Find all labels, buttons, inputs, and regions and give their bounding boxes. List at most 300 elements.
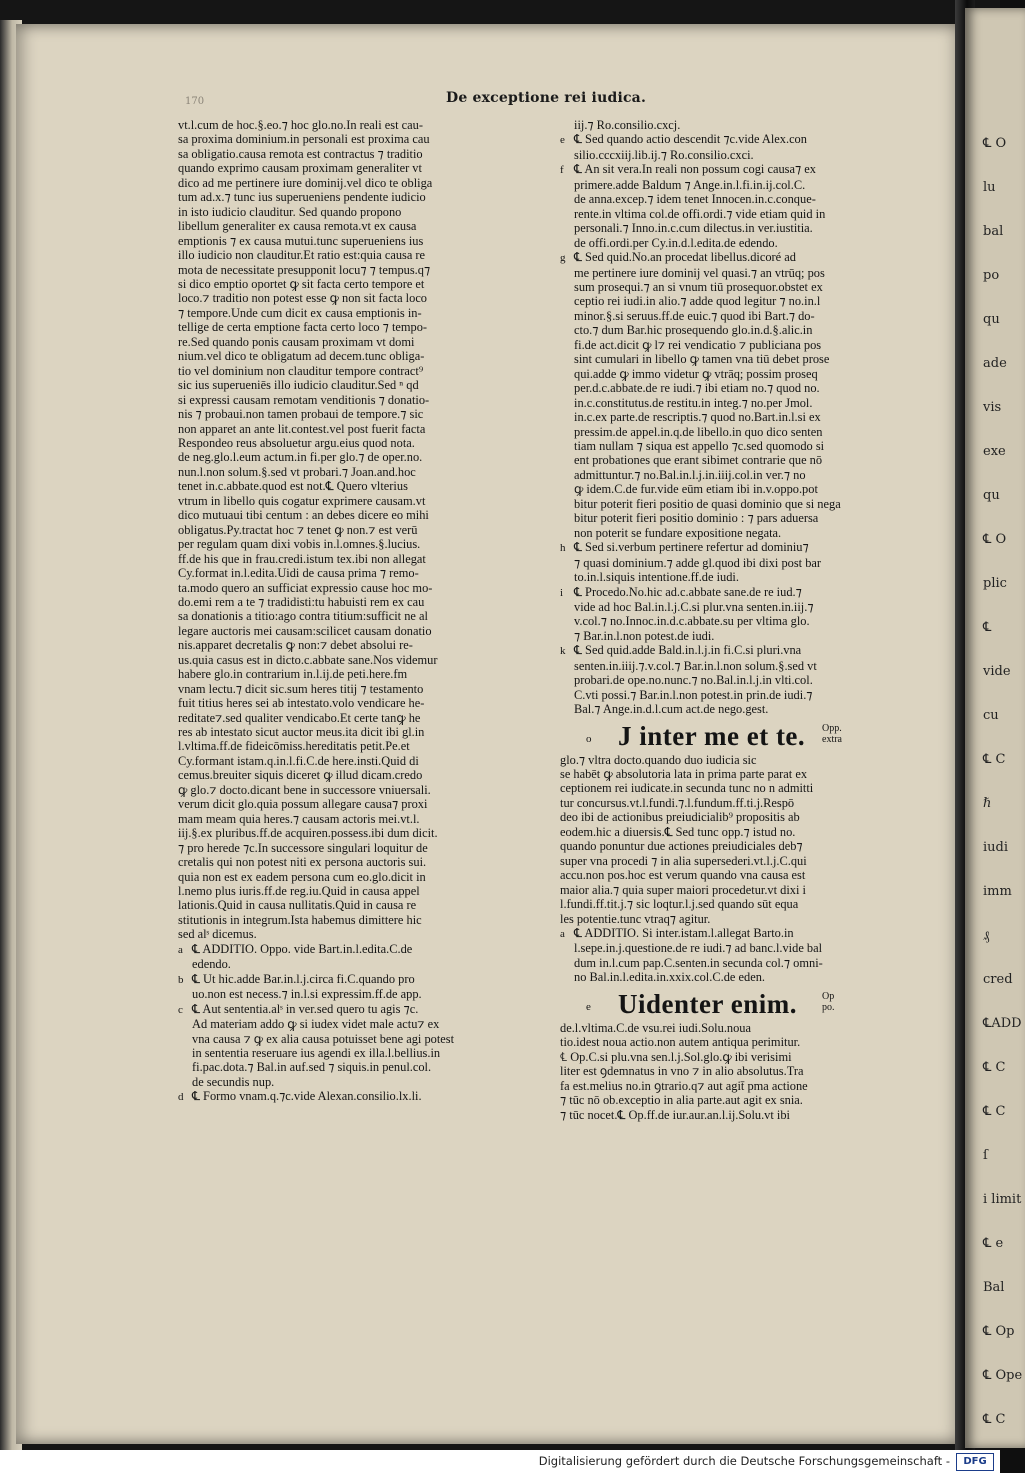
- text-line: [178, 320, 498, 334]
- footnote-line: [178, 1002, 498, 1017]
- footnote-line: [560, 468, 880, 482]
- text-line: [178, 291, 498, 305]
- footnote-line: [560, 352, 880, 366]
- text-line: [178, 277, 498, 291]
- text-line: [178, 465, 498, 479]
- next-page-fragment: ℄ O: [983, 532, 1007, 547]
- text-line: [178, 581, 498, 595]
- text-line: [178, 797, 498, 811]
- note-marker: f: [560, 164, 564, 177]
- line-text: cto.⁊ dum Bar.hic prosequendo glo.in.d.§.alic.in: [574, 323, 813, 338]
- line-text: ℄ Op.C.si plu.vna sen.l.j.Sol.glo.ꝙ ibi verisimi: [560, 1049, 792, 1064]
- line-text: l.vltima.ff.de fideicōmiss.hereditatis petit.Pe.et: [178, 739, 410, 754]
- text-line: [178, 913, 498, 927]
- next-page-fragment: lu: [983, 180, 996, 195]
- text-line: [178, 422, 498, 436]
- text-line: [178, 523, 498, 537]
- footnote-line: [560, 294, 880, 308]
- line-text: sic ius superueniēs illo iudicio clauditur.Sed ⁿ qd: [178, 378, 419, 393]
- text-line: [560, 868, 880, 882]
- text-line: [178, 855, 498, 869]
- next-page-fragment: ℄ e: [983, 1236, 1004, 1251]
- text-line: [178, 190, 498, 204]
- line-text: Respondeo reus absoluetur argu.eius quod nota.: [178, 435, 415, 450]
- line-text: ⁊ quasi dominium.⁊ adde gl.quod ibi dixi post bar: [574, 555, 822, 570]
- text-line: [178, 118, 498, 132]
- line-text: re.Sed quando ponis causam proximam vt domi: [178, 334, 415, 349]
- line-text: ℄ An sit vera.In reali non possum cogi causa⁊ ex: [574, 162, 816, 177]
- note-marker: d: [178, 1091, 184, 1104]
- text-line: [178, 696, 498, 710]
- line-text: nium.vel dico te obligatum ad decem.tunc obliga-: [178, 349, 425, 364]
- footnote-line: [560, 497, 880, 511]
- text-line: [178, 898, 498, 912]
- line-text: super vna procedi ⁊ in alia supersederi.vt.l.j.C.qui: [560, 853, 807, 868]
- line-text: ℄ Procedo.No.hic ad.c.abbate sane.de re iud.⁊: [574, 584, 802, 599]
- next-page-fragment: Bal: [983, 1280, 1005, 1295]
- line-text: sed alˢ dicemus.: [178, 927, 257, 942]
- footnote-line: [178, 1060, 498, 1074]
- line-text: de neg.glo.l.eum actum.in fi.per glo.⁊ de oper.no.: [178, 450, 423, 465]
- line-text: tio.idest noua actio.non autem antiqua perimitur.: [560, 1035, 801, 1050]
- line-text: in isto iudicio clauditur. Sed quando propono: [178, 204, 402, 219]
- footnote-line: [178, 1089, 498, 1104]
- text-line: [178, 783, 498, 797]
- line-text: Cy.format in.l.edita.Uidi de causa prima ⁊ remo-: [178, 566, 419, 581]
- line-text: stitutionis in integrum.Ista habemus dimittere hic: [178, 912, 422, 927]
- footnote-line: [560, 236, 880, 250]
- footnote-line: [560, 540, 880, 555]
- line-text: nun.l.non solum.§.sed vt probari.⁊ Joan.and.hoc: [178, 464, 416, 479]
- footnote-line: [560, 381, 880, 395]
- text-line: [178, 711, 498, 725]
- line-text: emptionis ⁊ ex causa mutui.tunc superueniens ius: [178, 233, 424, 248]
- side-note-word: Op: [822, 990, 835, 1002]
- line-text: fi.de act.dicit ꝙ l⁊ rei vendicatio ⁊ publiciana pos: [574, 337, 822, 352]
- note-marker: a: [178, 943, 183, 956]
- text-line: [560, 825, 880, 839]
- line-text: bitur poterit fieri positio dominio : ⁊ pars aduersa: [574, 511, 819, 526]
- text-line: [560, 810, 880, 824]
- line-text: Cy.formant istam.q.in.l.fi.C.de here.insti.Quid di: [178, 753, 419, 768]
- line-text: cretalis qui non potest niti ex persona auctoris sui.: [178, 855, 427, 870]
- note-marker: a: [560, 928, 565, 941]
- text-line: [178, 768, 498, 782]
- next-page-fragment: ℄ O: [983, 136, 1007, 151]
- footnote-line: [560, 118, 880, 132]
- line-text: habere glo.in contrarium in.l.ij.de peti.here.fm: [178, 667, 408, 682]
- line-text: in sententia reseruare ius agendi ex illa.l.bellius.in: [192, 1046, 441, 1060]
- footnote-line: [560, 659, 880, 673]
- next-page-fragment: iudi: [983, 840, 1009, 855]
- line-text: tiam nullam ⁊ siqua est appello ⁊c.sed quomodo si: [574, 438, 825, 453]
- line-text: uo.non est necess.⁊ in.l.si expressim.ff.de app.: [192, 987, 422, 1002]
- line-text: obligatus.Py.tractat hoc ⁊ tenet ꝙ non.⁊ est verū: [178, 522, 418, 537]
- text-line: [178, 566, 498, 580]
- text-line: [560, 854, 880, 868]
- text-line: [178, 234, 498, 248]
- text-line: [178, 841, 498, 855]
- line-text: tellige de certa emptione facta certo loco ⁊ tempo-: [178, 320, 428, 335]
- text-line: [178, 176, 498, 190]
- line-text: sint cumulari in libello ꝙ tamen vna tiū debet prose: [574, 352, 830, 367]
- footnote-line: [560, 511, 880, 525]
- side-note-word: extra: [822, 733, 842, 745]
- line-text: ꝙ glo.⁊ docto.dicant bene in successore vniuersali.: [178, 782, 431, 797]
- text-line: [178, 653, 498, 667]
- line-text: Bal.⁊ Ange.in.d.l.cum act.de nego.gest.: [574, 702, 769, 717]
- text-line: [178, 739, 498, 753]
- footnote-line: [560, 396, 880, 410]
- line-text: de.l.vltima.C.de vsu.rei iudi.Solu.noua: [560, 1020, 752, 1035]
- line-text: per.d.c.abbate.de re iudi.⁊ ibi etiam no.⁊ quod no.: [574, 381, 820, 396]
- next-page-fragment: ade: [983, 356, 1007, 371]
- line-text: tur concursus.vt.l.fundi.⁊.l.fundum.ff.ti.j.Respō: [560, 795, 795, 810]
- footnote-line: [560, 956, 880, 970]
- footnote-line: [560, 482, 880, 496]
- line-text: ℄ Sed si.verbum pertinere refertur ad dominiu⁊: [574, 540, 809, 555]
- line-text: nis ⁊ probaui.non tamen probaui de tempore.⁊ sic: [178, 407, 424, 422]
- line-text: tio vel dominium non clauditur tempore contract⁹: [178, 363, 424, 378]
- line-text: Ad materiam addo ꝙ si iudex videt male actu⁊ ex: [192, 1017, 440, 1032]
- text-line: [560, 1035, 880, 1049]
- next-page-fragment: i limit: [983, 1192, 1022, 1207]
- next-page-fragment: ℄ C: [983, 1060, 1006, 1075]
- text-line: [178, 927, 498, 941]
- footnote-line: [560, 280, 880, 294]
- line-text: ceptio rei iudi.in alio.⁊ adde quod legitur ⁊ no.in.l: [574, 294, 821, 309]
- running-head: De exceptione rei iudica.: [446, 90, 647, 106]
- next-page-fragment: ℄ Op: [983, 1324, 1015, 1339]
- line-text: vnam lectu.⁊ dicit sic.sum heres titij ⁊ testamento: [178, 681, 424, 696]
- line-text: fuit titius heres sei ab intestato.volo vendicare he-: [178, 696, 425, 711]
- next-page-fragment: ſ: [983, 1148, 988, 1163]
- line-text: vide ad hoc Bal.in.l.j.C.si plur.vna senten.in.iij.⁊: [574, 599, 814, 614]
- next-page-fragment: ℏ: [983, 796, 992, 811]
- text-line: [560, 839, 880, 853]
- text-line: [560, 753, 880, 767]
- line-text: qui.adde ꝙ immo videtur ꝙ vtrāq; possim proseq: [574, 366, 818, 381]
- line-text: in.c.ex parte.de rescriptis.⁊ quod no.Bart.in.l.si ex: [574, 410, 821, 425]
- footnote-line: [560, 425, 880, 439]
- line-text: l.fundi.ff.tit.j.⁊ sic loqtur.l.j.sed quando sūt equa: [560, 897, 799, 912]
- line-text: C.vti possi.⁊ Bar.in.l.non potest.in prin.de iudi.⁊: [574, 687, 813, 702]
- next-page-fragment: ℄ C: [983, 1412, 1006, 1427]
- line-text: si expressi causam remotam venditionis ⁊ donatio-: [178, 392, 430, 407]
- text-line: [178, 248, 498, 262]
- footnote-line: [560, 266, 880, 280]
- footnote-line: [560, 439, 880, 453]
- text-line: [560, 897, 880, 911]
- text-line: [178, 132, 498, 146]
- text-line: [178, 407, 498, 421]
- line-text: us.quia casus est in dicto.c.abbate sane.Nos videmur: [178, 652, 438, 667]
- line-text: accu.non pos.hoc est verum quando vna causa est: [560, 868, 806, 883]
- footnote-line: [560, 132, 880, 147]
- text-line: [178, 884, 498, 898]
- line-text: vtrum in libello quis cogatur exprimere causam.vt: [178, 493, 426, 508]
- footnote-line: [560, 453, 880, 467]
- line-text: si dico emptio oportet ꝙ sit facta certo tempore et: [178, 276, 425, 291]
- line-text: de secundis nup.: [192, 1074, 275, 1089]
- text-line: [178, 219, 498, 233]
- next-page-fragment: qu: [983, 488, 1000, 503]
- line-text: edendo.: [192, 957, 231, 972]
- line-text: ℄ Sed quid.No.an procedat libellus.dicoré ad: [574, 250, 796, 265]
- text-line: [178, 870, 498, 884]
- line-text: ℄ Formo vnam.q.⁊c.vide Alexan.consilio.lx.li.: [192, 1089, 422, 1104]
- footnote-line: [560, 526, 880, 540]
- side-note-word: Opp.: [822, 722, 842, 734]
- line-text: legare auctoris mei causam:scilicet causam donatio: [178, 623, 432, 638]
- line-text: no Bal.in.l.edita.in.xxix.col.C.de eden.: [574, 970, 765, 985]
- line-text: l.sepe.in.j.questione.de re iudi.⁊ ad banc.l.vide bal: [574, 941, 823, 956]
- text-line: [178, 161, 498, 175]
- footnote-line: [560, 585, 880, 600]
- next-page-fragment: qu: [983, 312, 1000, 327]
- line-text: libellum generaliter ex causa remota.vt ex causa: [178, 219, 417, 234]
- line-text: les potentie.tunc vtraq⁊ agitur.: [560, 911, 711, 926]
- heading-text: Uidenter enim.: [618, 988, 797, 1019]
- text-line: [560, 1108, 880, 1122]
- text-line: [178, 624, 498, 638]
- line-text: de anna.excep.⁊ idem tenet Innocen.in.c.conque-: [574, 192, 816, 207]
- line-text: ⁊ tūc nocet.℄ Op.ff.de iur.aur.an.l.ij.Solu.vt ibi: [560, 1107, 790, 1122]
- line-text: quia non est ex eadem persona cum eo.glo.dicit in: [178, 869, 426, 884]
- text-line: [560, 781, 880, 795]
- line-text: ℄ Sed quid.adde Bald.in.l.j.in fi.C.si pluri.vna: [574, 643, 802, 658]
- text-line: [178, 436, 498, 450]
- footnote-line: [560, 410, 880, 424]
- line-text: reditate⁊.sed qualiter vendicabo.Et certe tanꝙ he: [178, 710, 421, 725]
- left-column: [178, 118, 498, 1105]
- line-text: deo ibi de actionibus preiudicialib⁹ propositis ab: [560, 810, 800, 825]
- next-page-fragment: vis: [983, 400, 1002, 415]
- line-text: non apparet an ante lit.contest.vel post fuerit facta: [178, 421, 426, 436]
- line-text: se habēt ꝙ absolutoria lata in prima parte parat ex: [560, 767, 808, 782]
- next-page-fragment: plic: [983, 576, 1007, 591]
- heading-marker: o: [586, 732, 592, 745]
- line-text: vna causa ⁊ ꝙ ex alia causa potuisset bene agi potest: [192, 1031, 455, 1046]
- note-marker: k: [560, 645, 566, 658]
- right-column: [560, 118, 880, 1122]
- footnote-line: [560, 192, 880, 206]
- line-text: ℄ Aut sententia.alˢ in ver.sed quero tu agis ⁊c.: [192, 1001, 419, 1016]
- footnote-line: [560, 614, 880, 628]
- text-line: [178, 508, 498, 522]
- line-text: vt.l.cum de hoc.§.eo.⁊ hoc glo.no.In reali est cau-: [178, 118, 423, 132]
- next-page-fragment: ℄: [983, 620, 992, 635]
- line-text: loco.⁊ traditio non potest esse ꝙ non sit facta loco: [178, 291, 428, 306]
- next-page-fragment: ℄ Ope: [983, 1368, 1023, 1383]
- line-text: ℄ ADDITIO. Si inter.istam.l.allegat Barto.in: [574, 926, 794, 941]
- line-text: do.emi rem a te ⁊ tradidisti:tu habuisti rem ex cau: [178, 594, 425, 609]
- line-text: illo iudicio non clauditur.Et ratio est:quia causa re: [178, 248, 426, 263]
- text-line: [178, 682, 498, 696]
- text-line: [560, 1064, 880, 1078]
- folio-number: 170: [185, 96, 205, 107]
- text-line: [178, 147, 498, 161]
- line-text: ⁊ tempore.Unde cum dicit ex causa emptionis in-: [178, 305, 422, 320]
- footnote-line: [560, 673, 880, 687]
- line-text: l.nemo plus iuris.ff.de reg.iu.Quid in causa appel: [178, 884, 420, 899]
- footnote-line: [560, 367, 880, 381]
- text-line: [178, 537, 498, 551]
- line-text: maior alia.⁊ quia super maiori procedetur.vt dixi i: [560, 882, 806, 897]
- footnote-line: [178, 1017, 498, 1031]
- next-page-fragment: imm: [983, 884, 1012, 899]
- line-text: sa proxima dominium.in personali est proxima cau: [178, 132, 430, 147]
- line-text: to.in.l.siquis intentione.ff.de iudi.: [574, 570, 739, 585]
- text-line: [178, 205, 498, 219]
- text-line: [560, 912, 880, 926]
- line-text: tum ad.x.⁊ tunc ius superueniens pendente iudicio: [178, 190, 426, 205]
- heading-marker: e: [586, 1000, 591, 1013]
- note-marker: b: [178, 973, 184, 986]
- note-marker: i: [560, 586, 564, 599]
- footer-bar: [0, 1450, 1000, 1473]
- footnote-line: [560, 926, 880, 941]
- text-line: [560, 1079, 880, 1093]
- note-marker: c: [178, 1003, 183, 1016]
- line-text: mam meam quia heres.⁊ causam actoris mei.vt.l.: [178, 811, 420, 826]
- text-line: [178, 263, 498, 277]
- footnote-line: [560, 221, 880, 235]
- next-page-fragment: cred: [983, 972, 1013, 987]
- next-page-fragment: ℄ADD: [983, 1016, 1022, 1031]
- line-text: admittuntur.⁊ no.Bal.in.l.j.in.iiij.col.in ver.⁊ no: [574, 467, 806, 482]
- footnote-line: [178, 972, 498, 987]
- section-heading: [560, 989, 880, 1021]
- line-text: lationis.Quid in causa nullitatis.Quid in causa re: [178, 898, 417, 913]
- line-text: ⁊ Bar.in.l.non potest.de iudi.: [574, 628, 715, 643]
- line-text: senten.in.iiij.⁊.v.col.⁊ Bar.in.l.non solum.§.sed vt: [574, 658, 817, 673]
- heading-text: J inter me et te.: [618, 720, 806, 751]
- text-line: [560, 883, 880, 897]
- text-line: [178, 393, 498, 407]
- line-text: pressim.de appel.in.q.de libello.in quo dico senten: [574, 424, 823, 439]
- line-text: ꝙ idem.C.de fur.vide eūm etiam ibi in.v.oppo.pot: [574, 482, 818, 497]
- line-text: primere.adde Baldum ⁊ Ange.in.l.fi.in.ij.col.C.: [574, 177, 806, 192]
- line-text: ⁊ pro herede ⁊c.In successore singulari loquitur de: [178, 840, 428, 855]
- text-line: [560, 796, 880, 810]
- footnote-line: [178, 987, 498, 1001]
- footnote-line: [560, 970, 880, 984]
- text-line: [560, 1050, 880, 1064]
- heading-side-note: [822, 723, 842, 745]
- text-line: [178, 826, 498, 840]
- footnote-line: [560, 162, 880, 177]
- text-line: [178, 754, 498, 768]
- line-text: res ab intestato sicut auctor meus.ita dicit ibi gl.in: [178, 725, 425, 740]
- line-text: silio.cccxiij.lib.ij.⁊ Ro.consilio.cxci.: [574, 147, 754, 162]
- line-text: fi.pac.dota.⁊ Bal.in auf.sed ⁊ siquis.in penul.col.: [192, 1060, 432, 1075]
- line-text: ff.de his que in frau.credi.istum tex.ibi non allegat: [178, 551, 426, 566]
- line-text: ℄ ADDITIO. Oppo. vide Bart.in.l.edita.C.de: [192, 941, 413, 956]
- next-page-fragment: po: [983, 268, 1000, 283]
- footnote-line: [560, 148, 880, 162]
- text-line: [178, 335, 498, 349]
- line-text: in.c.constitutus.de restitu.in integ.⁊ no.per Jmol.: [574, 395, 813, 410]
- line-text: per regulam quam dixi vobis in.l.omnes.§.lucius.: [178, 537, 421, 552]
- line-text: cemus.breuiter siquis diceret ꝙ illud dicam.credo: [178, 768, 423, 783]
- line-text: glo.⁊ vltra docto.quando duo iudicia sic: [560, 752, 757, 767]
- dfg-logo: DFG: [956, 1453, 994, 1471]
- footnote-line: [560, 338, 880, 352]
- next-page-fragment: vide: [983, 664, 1011, 679]
- line-text: ent probationes que erant sibimet contrarie que nō: [574, 453, 823, 468]
- footnote-line: [560, 629, 880, 643]
- footnote-line: [178, 1032, 498, 1046]
- text-line: [178, 364, 498, 378]
- line-text: ℄ Ut hic.adde Bar.in.l.j.circa fi.C.quando pro: [192, 971, 415, 986]
- line-text: probari.de ope.no.nunc.⁊ no.Bal.in.l.j.in vlti.col.: [574, 673, 813, 688]
- next-page-fragment: exe: [983, 444, 1006, 459]
- line-text: ℄ Sed quando actio descendit ⁊c.vide Alex.con: [574, 132, 807, 147]
- text-line: [178, 609, 498, 623]
- line-text: ta.modo quero an sufficiat expressio cause hoc mo-: [178, 580, 433, 595]
- text-line: [560, 767, 880, 781]
- line-text: quando ponuntur due actiones preiudiciales deb⁊: [560, 839, 803, 854]
- line-text: quando exprimo causam proximam generaliter vt: [178, 161, 422, 176]
- footer-credit: Digitalisierung gefördert durch die Deutsche Forschungsgemeinschaft -: [538, 1454, 950, 1468]
- line-text: iij.⁊ Ro.consilio.cxcj.: [574, 118, 681, 132]
- line-text: minor.§.si seruus.ff.de euic.⁊ quod ibi Bart.⁊ do-: [574, 308, 815, 323]
- line-text: dico mutuaui tibi centum : an debes dicere eo mihi: [178, 508, 429, 523]
- line-text: nis.apparet decretalis ꝙ non:⁊ debet absolui re-: [178, 638, 413, 653]
- line-text: fa est.melius no.in ꝯtrario.q⁊ aut agit̄ pma actione: [560, 1078, 808, 1093]
- footnote-line: [560, 688, 880, 702]
- footnote-line: [560, 250, 880, 265]
- line-text: bitur poterit fieri positio de quasi dominio que si nega: [574, 496, 841, 511]
- text-line: [178, 595, 498, 609]
- line-text: v.col.⁊ no.Innoc.in.d.c.abbate.su per vltima glo.: [574, 614, 810, 629]
- text-line: [178, 306, 498, 320]
- text-line: [560, 1093, 880, 1107]
- footnote-line: [560, 207, 880, 221]
- text-line: [178, 552, 498, 566]
- next-page-fragment: cu: [983, 708, 999, 723]
- footnote-line: [560, 941, 880, 955]
- note-marker: e: [560, 134, 565, 147]
- text-line: [178, 479, 498, 493]
- footnote-line: [560, 323, 880, 337]
- next-page-fragment: ℄ C: [983, 752, 1006, 767]
- line-text: dico ad me pertinere iure dominij.vel dico te obliga: [178, 175, 433, 190]
- text-line: [178, 349, 498, 363]
- next-page-edge: [965, 8, 1025, 1448]
- line-text: tenet in.c.abbate.quod est not.℄ Quero vlterius: [178, 479, 408, 494]
- footnote-line: [178, 957, 498, 971]
- note-marker: h: [560, 542, 566, 555]
- next-page-fragment: bal: [983, 224, 1004, 239]
- footnote-line: [178, 1075, 498, 1089]
- footnote-line: [560, 556, 880, 570]
- text-line: [178, 450, 498, 464]
- line-text: sa obligatio.causa remota est contractus ⁊ traditio: [178, 146, 423, 161]
- line-text: ⁊ tūc nō ob.exceptio in alia parte.aut agit ex snia.: [560, 1093, 803, 1108]
- line-text: non poterit se fundare expositione negata.: [574, 525, 782, 540]
- footnote-line: [560, 570, 880, 584]
- footnote-line: [560, 643, 880, 658]
- footnote-line: [560, 600, 880, 614]
- line-text: liter est ꝯdemnatus in vno ⁊ in alio absolutus.Tra: [560, 1064, 804, 1079]
- text-line: [178, 812, 498, 826]
- footnote-line: [560, 309, 880, 323]
- text-line: [178, 378, 498, 392]
- footnote-line: [560, 702, 880, 716]
- text-line: [560, 1021, 880, 1035]
